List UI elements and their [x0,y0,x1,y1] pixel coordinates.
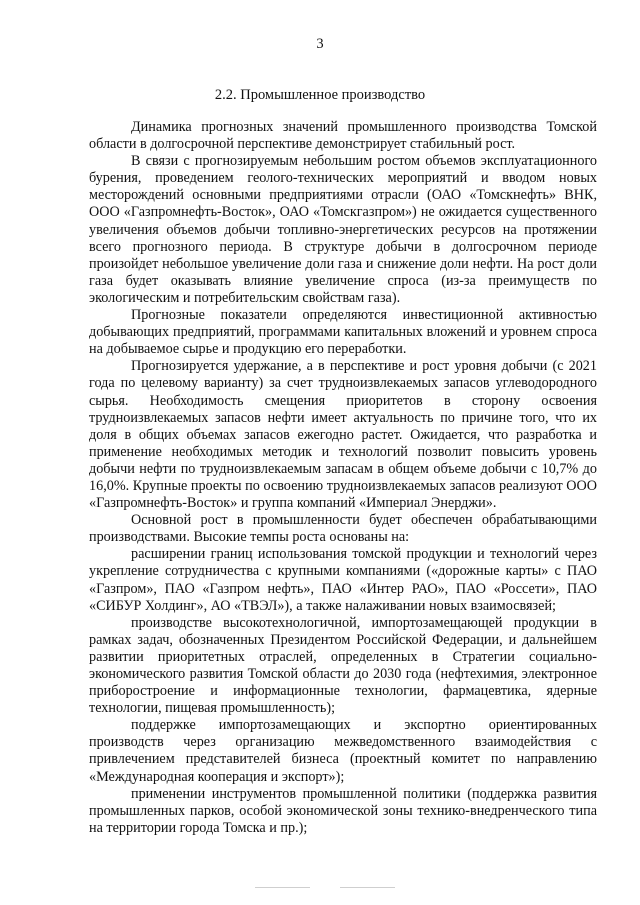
page-number: 3 [316,36,324,52]
list-item: применении инструментов промышленной политики (поддержка развития промышленных парков, особой экономической зоны технико-внедренческого типа на территории города Томска и пр.); [89,785,597,836]
paragraph: Прогнозные показатели определяются инвестиционной активностью добывающих предприятий, программами капитальных вложений и уровнем спроса на добываемое сырье и продукцию его переработки. [89,307,597,358]
footer-mark [340,887,395,888]
section-heading: 2.2. Промышленное производство [214,87,426,103]
list-item: расширении границ использования томской продукции и технологий через укрепление сотрудничества с крупными компаниями («дорожные карты» с ПАО «Газпром», ПАО «Газпром нефть», ПАО «Интер РАО», ПАО «Россети», ПАО «СИБУР Холдинг», АО «ТВЭЛ»), а также налаживании новых взаимосвязей; [89,546,597,614]
paragraph: В связи с прогнозируемым небольшим ростом объемов эксплуатационного бурения, проведением геолого-технических мероприятий и вводом новых месторождений основными предприятиями отрасли (ОАО «Томскнефть» ВНК, ООО «Газпромнефть-Восток», ОАО «Томскгазпром») не ожидается существенного увеличения объемов добычи топливно-энергетических ресурсов на протяжении всего прогнозного периода. В структуре добычи в долгосрочном периоде произойдет небольшое увеличение доли газа и снижение доли нефти. На рост доли газа будет оказывать влияние увеличение спроса (из-за преимуществ по экологическим и потребительским свойствам газа). [89,153,597,306]
footer-mark [255,887,310,888]
document-body [89,119,597,837]
list-item: поддержке импортозамещающих и экспортно ориентированных производств через организацию межведомственного взаимодействия с привлечением представителей бизнеса (проектный комитет по направлению «Международная кооперация и экспорт»); [89,717,597,785]
footer-marks [255,887,395,891]
paragraph: Динамика прогнозных значений промышленного производства Томской области в долгосрочной перспективе демонстрирует стабильный рост. [89,119,597,153]
list-item: производстве высокотехнологичной, импортозамещающей продукции в рамках задач, обозначенных Президентом Российской Федерации, и дальнейшем развитии приоритетных отраслей, определенных в Стратегии социально-экономического развития Томской области до 2030 года (нефтехимия, электронное приборостроение и информационные технологии, фармацевтика, ядерные технологии, пищевая промышленность); [89,614,597,717]
paragraph: Прогнозируется удержание, а в перспективе и рост уровня добычи (с 2021 года по целевому варианту) за счет трудноизвлекаемых запасов углеводородного сырья. Необходимость смещения приоритетов в сторону освоения трудноизвлекаемых запасов нефти имеет актуальность по причине того, что их доля в общих объемах запасов ежегодно растет. Ожидается, что разработка и применение необходимых методик и технологий позволит повысить уровень добычи нефти по трудноизвлекаемым запасам в общем объеме добычи с 10,7% до 16,0%. Крупные проекты по освоению трудноизвлекаемых запасов реализуют ООО «Газпромнефть-Восток» и группа компаний «Империал Энерджи». [89,358,597,512]
paragraph: Основной рост в промышленности будет обеспечен обрабатывающими производствами. Высокие темпы роста основаны на: [89,512,597,546]
